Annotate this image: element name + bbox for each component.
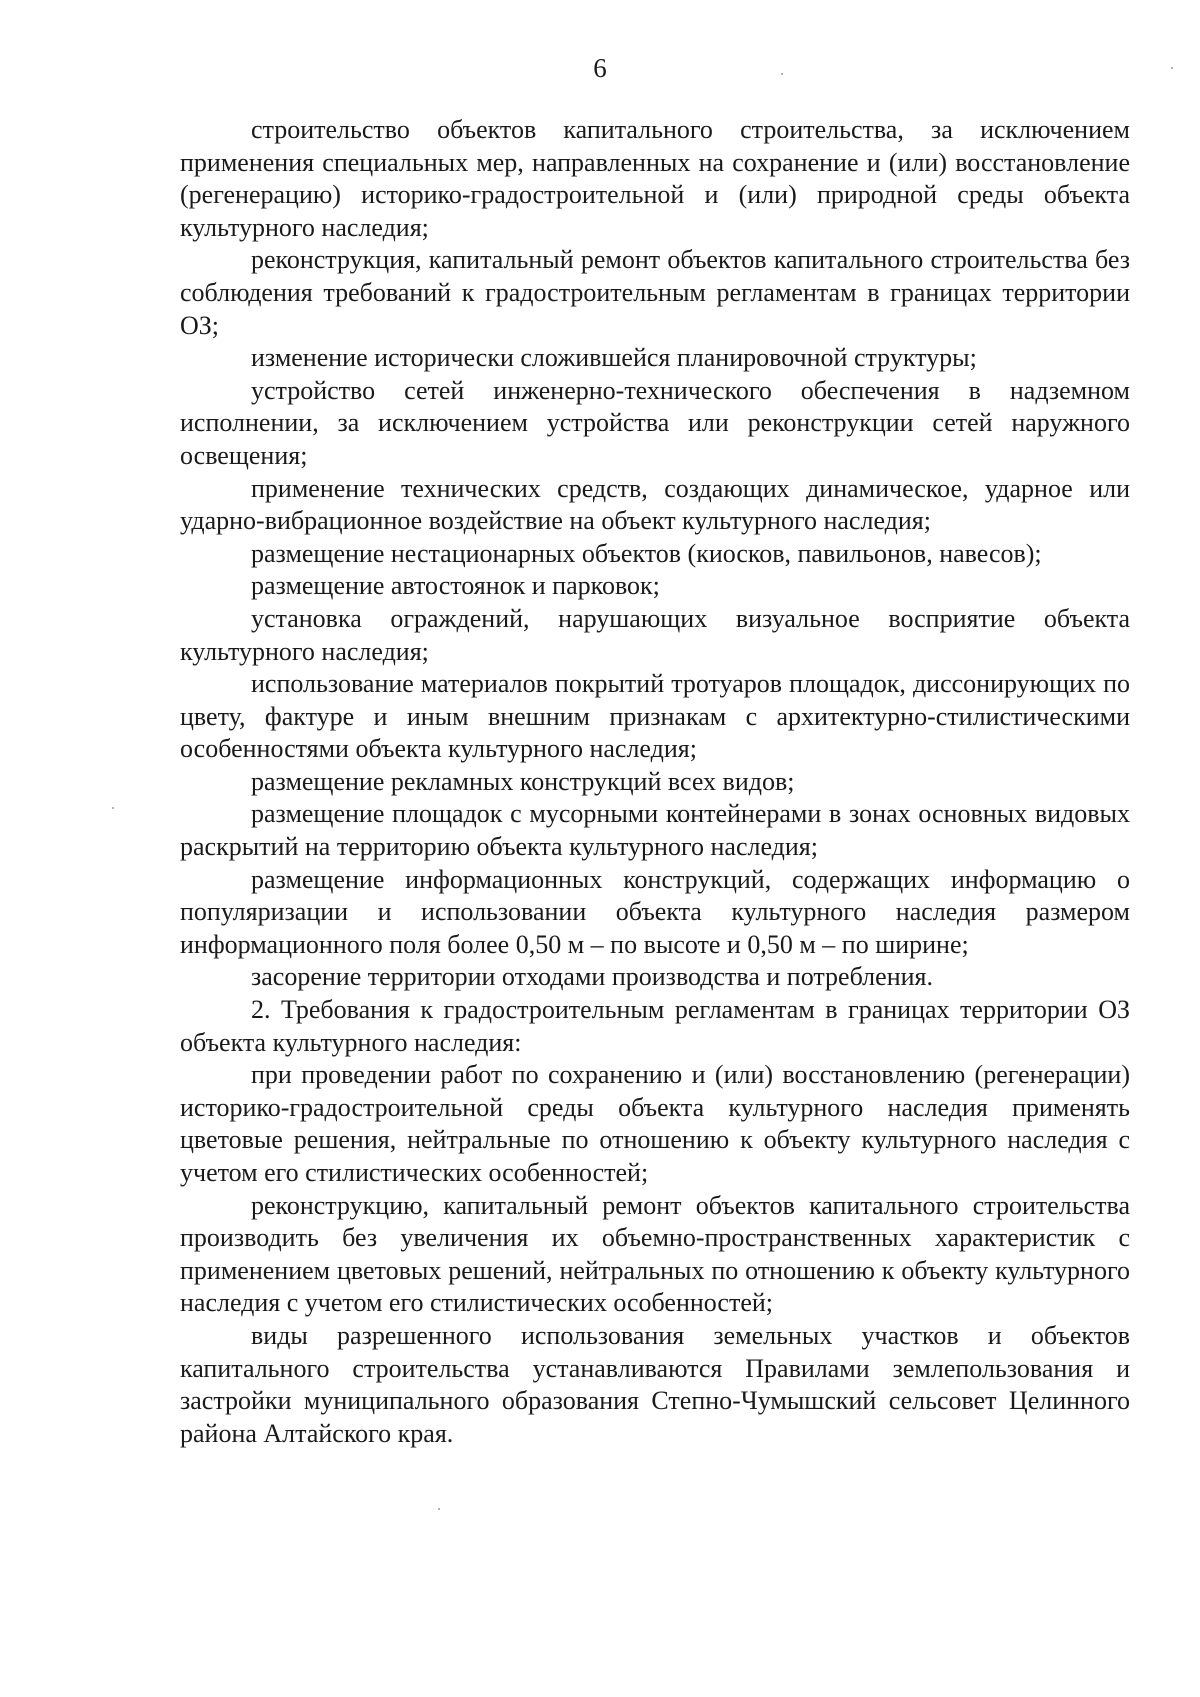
scan-speck xyxy=(112,807,114,809)
paragraph-6: размещение нестационарных объектов (киосков, павильонов, навесов); xyxy=(251,538,1042,568)
paragraph-1: строительство объектов капитального строительства, за исключением применения специальных мер, направленных на сохранение и (или) восстановление (регенерацию) историко-градостроительной и (или) природной среды объекта культурного наследия; xyxy=(180,115,1130,242)
paragraph-16: реконструкцию, капитальный ремонт объектов капитального строительства производить без увеличения их объемно-пространственных характеристик с применением цветовых решений, нейтральных по отношению к объекту культурного наследия с учетом его стилистических особенностей; xyxy=(180,1190,1130,1318)
paragraph-13: засорение территории отходами производства и потребления. xyxy=(251,962,933,992)
scan-speck xyxy=(781,73,783,75)
paragraph-11: размещение площадок с мусорными контейнерами в зонах основных видовых раскрытий на территорию объекта культурного наследия; xyxy=(180,799,1130,862)
paragraph-4: устройство сетей инженерно-технического обеспечения в надземном исполнении, за исключением устройства или реконструкции сетей наружного освещения; xyxy=(180,375,1130,470)
scan-speck xyxy=(438,1508,440,1510)
paragraph-5: применение технических средств, создающих динамическое, ударное или ударно-вибрационное воздействие на объект культурного наследия; xyxy=(180,473,1130,536)
paragraph-17: виды разрешенного использования земельных участков и объектов капитального строительства устанавливаются Правилами землепользования и застройки муниципального образования Степно-Чумышский сельсовет Целинного района Алтайского края. xyxy=(180,1320,1130,1448)
page-number: 6 xyxy=(593,53,607,83)
paragraph-8: установка ограждений, нарушающих визуальное восприятие объекта культурного наследия; xyxy=(180,603,1130,666)
document-body xyxy=(180,114,1130,1450)
paragraph-10: размещение рекламных конструкций всех видов; xyxy=(251,766,795,796)
scan-speck xyxy=(1171,67,1173,69)
section-2-heading: 2. Требования к градостроительным регламентам в границах территории ОЗ объекта культурного наследия: xyxy=(180,995,1130,1057)
paragraph-2: реконструкция, капитальный ремонт объектов капитального строительства без соблюдения требований к градостроительным регламентам в границах территории ОЗ; xyxy=(180,245,1130,340)
paragraph-7: размещение автостоянок и парковок; xyxy=(251,571,660,601)
paragraph-3: изменение исторически сложившейся планировочной структуры; xyxy=(251,343,977,373)
paragraph-9: использование материалов покрытий тротуаров площадок, диссонирующих по цвету, фактуре и иным внешним признакам с архитектурно-стилистическими особенностями объекта культурного наследия; xyxy=(180,669,1130,764)
paragraph-15: при проведении работ по сохранению и (или) восстановлению (регенерации) историко-градостроительной среды объекта культурного наследия применять цветовые решения, нейтральные по отношению к объекту культурного наследия с учетом его стилистических особенностей; xyxy=(180,1060,1130,1187)
paragraph-12: размещение информационных конструкций, содержащих информацию о популяризации и использовании объекта культурного наследия размером информационного поля более 0,50 м – по высоте и 0,50 м – по ширине; xyxy=(180,864,1130,959)
